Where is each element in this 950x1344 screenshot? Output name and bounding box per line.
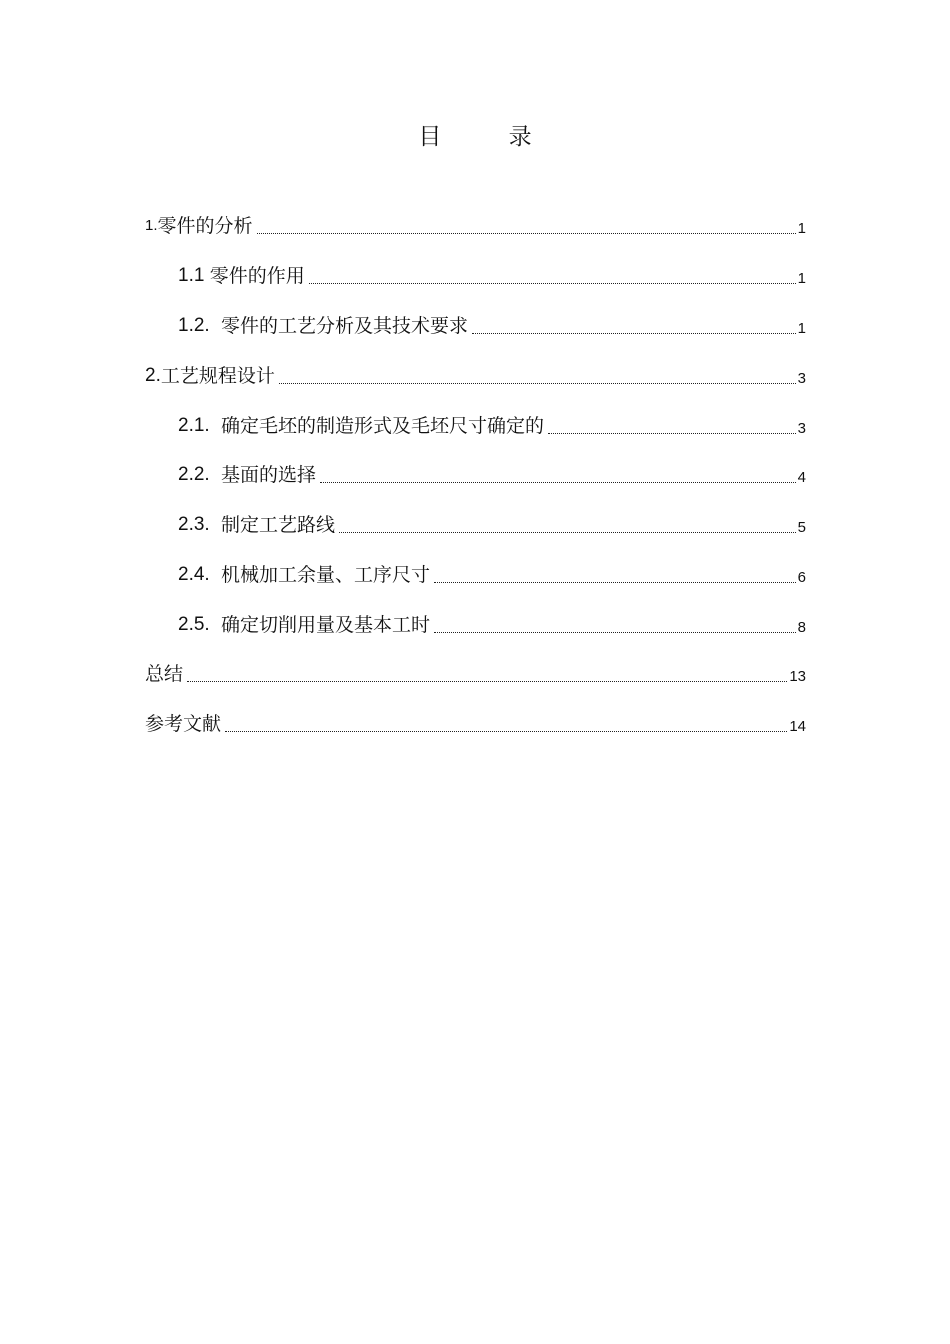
toc-entry-title: 总结	[145, 663, 184, 685]
toc-entry-number: 1.2.	[178, 315, 215, 336]
toc-entry-number: 2.	[145, 365, 161, 386]
toc-entry-title: 机械加工余量、工序尺寸	[214, 564, 431, 586]
toc-entry-page: 8	[797, 619, 806, 636]
toc-entry-page: 3	[797, 370, 806, 387]
toc-entry-page: 5	[797, 519, 806, 536]
toc-entry-page: 1	[797, 320, 806, 337]
toc-entry-title: 零件的作用	[209, 265, 305, 287]
toc-entry-number: 2.2.	[178, 464, 215, 485]
toc-entry[interactable]	[178, 412, 806, 438]
dot-leader	[339, 531, 796, 533]
dot-leader	[548, 432, 796, 434]
toc-entry-page: 14	[789, 718, 806, 735]
dot-leader	[257, 232, 796, 234]
toc-entry[interactable]	[178, 461, 806, 487]
toc-entry[interactable]	[145, 212, 806, 238]
toc-entry[interactable]	[178, 561, 806, 587]
page-title: 目 录	[418, 124, 562, 150]
toc-entry-page: 3	[797, 420, 806, 437]
dot-leader	[187, 680, 787, 682]
dot-leader	[434, 631, 796, 633]
toc-entry-title: 工艺规程设计	[160, 365, 275, 387]
toc-entry-number: 2.3.	[178, 514, 215, 535]
toc-entry-title: 制定工艺路线	[214, 514, 336, 536]
toc-entry[interactable]	[178, 611, 806, 637]
toc-entry[interactable]	[145, 710, 806, 736]
toc-entry-page: 13	[789, 668, 806, 685]
toc-entry-number: 2.5.	[178, 614, 215, 635]
toc-entry[interactable]	[178, 511, 806, 537]
toc-entry-page: 6	[797, 569, 806, 586]
toc-entry[interactable]	[178, 312, 806, 338]
dot-leader	[279, 382, 796, 384]
toc-entry-page: 1	[797, 270, 806, 287]
toc-entry-title: 确定毛坯的制造形式及毛坯尺寸确定的	[214, 415, 545, 437]
dot-leader	[472, 332, 796, 334]
toc-entry-page: 1	[797, 220, 806, 237]
toc-entry-title: 基面的选择	[214, 464, 317, 486]
toc-entry-number: 2.4.	[178, 564, 215, 585]
toc-entry-title: 零件的分析	[157, 215, 253, 237]
dot-leader	[320, 481, 796, 483]
toc-entry[interactable]	[145, 660, 806, 686]
toc-entry-number: 1.	[145, 217, 158, 234]
dot-leader	[434, 581, 796, 583]
toc-entry-number: 1.1	[178, 265, 210, 286]
toc-entry[interactable]	[145, 362, 806, 388]
toc-entry-title: 确定切削用量及基本工时	[214, 614, 431, 636]
toc-entry-page: 4	[797, 469, 806, 486]
toc-entry-title: 参考文献	[145, 713, 222, 735]
toc-entry-title: 零件的工艺分析及其技术要求	[214, 315, 469, 337]
toc-entry[interactable]	[178, 262, 806, 288]
dot-leader	[309, 282, 796, 284]
toc-entry-number: 2.1.	[178, 415, 215, 436]
dot-leader	[225, 730, 787, 732]
